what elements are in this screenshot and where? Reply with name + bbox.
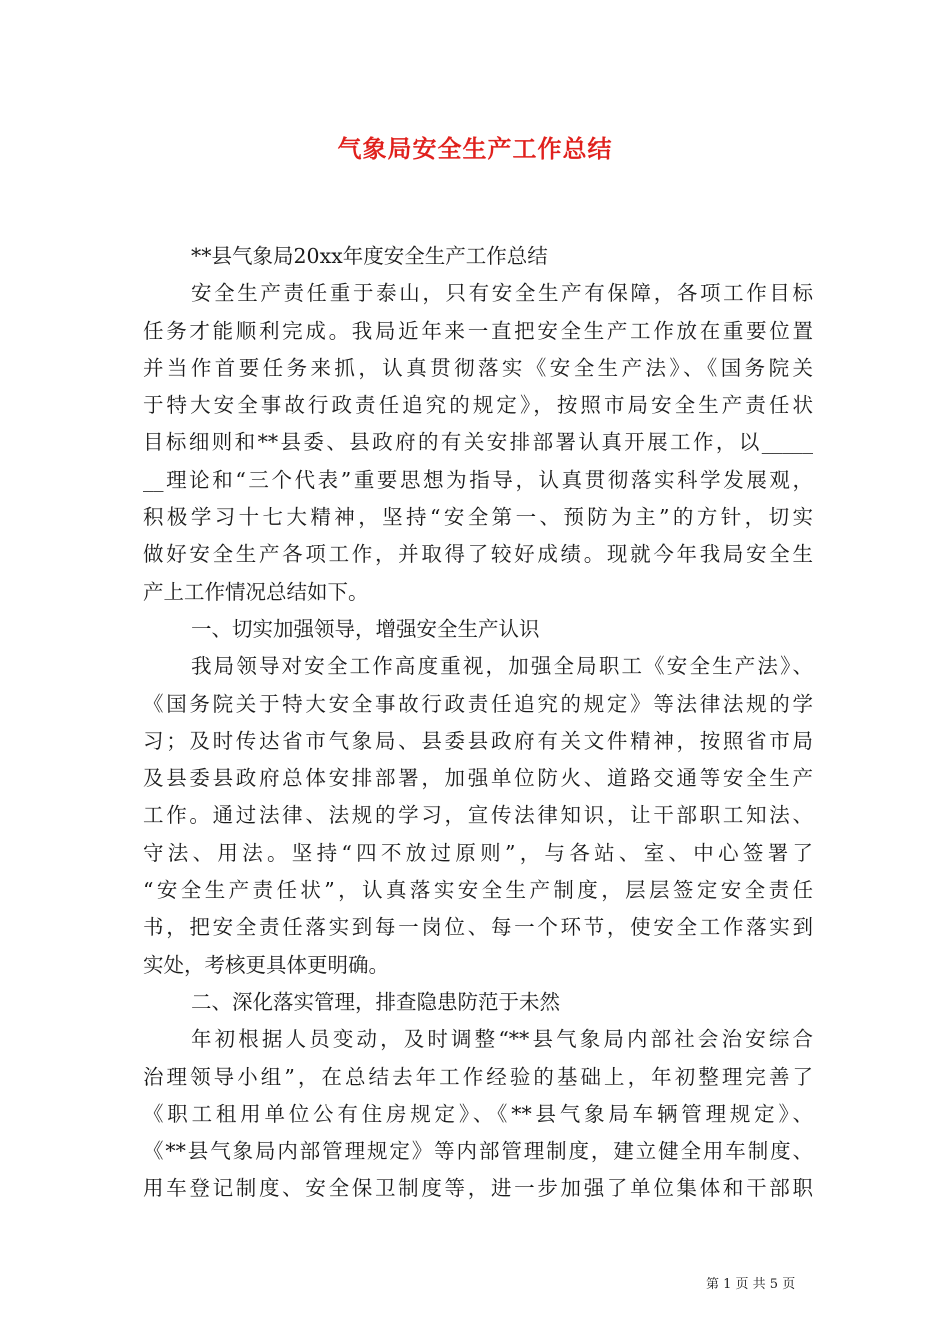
document-body xyxy=(143,238,813,1208)
body-line: 治理领导小组”，在总结去年工作经验的基础上，年初整理完善了 xyxy=(143,1064,813,1089)
body-line: 积极学习十七大精神，坚持“安全第一、预防为主”的方针，切实 xyxy=(143,505,813,530)
body-line: 工作。通过法律、法规的学习，宣传法律知识，让干部职工知法、 xyxy=(143,803,813,828)
body-line: 《**县气象局内部管理规定》等内部管理制度，建立健全用车制度、 xyxy=(143,1139,813,1164)
body-line: 实处，考核更具体更明确。 xyxy=(143,952,389,977)
body-line: 目标细则和**县委、县政府的有关安排部署认真开展工作，以_____ xyxy=(143,430,813,455)
body-line: 及县委县政府总体安排部署，加强单位防火、道路交通等安全生产 xyxy=(143,766,813,791)
body-line: 《国务院关于特大安全事故行政责任追究的规定》等法律法规的学 xyxy=(143,691,813,716)
body-line: __理论和“三个代表”重要思想为指导，认真贯彻落实科学发展观， xyxy=(143,467,813,492)
body-line: 《职工租用单位公有住房规定》、《**县气象局车辆管理规定》、 xyxy=(143,1101,813,1126)
body-line: 产上工作情况总结如下。 xyxy=(143,579,369,604)
body-line: “安全生产责任状”，认真落实安全生产制度，层层签定安全责任 xyxy=(143,878,813,903)
document-title: 气象局安全生产工作总结 xyxy=(337,134,613,163)
body-line: 用车登记制度、安全保卫制度等，进一步加强了单位集体和干部职 xyxy=(143,1176,813,1201)
body-line: 安全生产责任重于泰山，只有安全生产有保障，各项工作目标 xyxy=(191,281,813,306)
page-number-footer: 第 1 页 共 5 页 xyxy=(706,1277,796,1292)
body-line: 做好安全生产各项工作，并取得了较好成绩。现就今年我局安全生 xyxy=(143,542,813,567)
body-line: 书，把安全责任落实到每一岗位、每一个环节，使安全工作落实到 xyxy=(143,915,813,940)
body-line: 守法、用法。坚持“四不放过原则”，与各站、室、中心签署了 xyxy=(143,840,813,865)
body-line: 习；及时传达省市气象局、县委县政府有关文件精神，按照省市局 xyxy=(143,728,813,753)
body-line: 年初根据人员变动，及时调整“**县气象局内部社会治安综合 xyxy=(191,1027,813,1052)
body-line: 并当作首要任务来抓，认真贯彻落实《安全生产法》、《国务院关 xyxy=(143,355,813,380)
section-heading-1: 一、切实加强领导，增强安全生产认识 xyxy=(191,616,540,641)
body-line: 任务才能顺利完成。我局近年来一直把安全生产工作放在重要位置 xyxy=(143,318,813,343)
body-line: 我局领导对安全工作高度重视，加强全局职工《安全生产法》、 xyxy=(191,654,813,679)
subtitle-line: **县气象局20xx年度安全生产工作总结 xyxy=(191,244,548,268)
section-heading-2: 二、深化落实管理，排查隐患防范于未然 xyxy=(191,989,560,1014)
body-line: 于特大安全事故行政责任追究的规定》，按照市局安全生产责任状 xyxy=(143,393,813,418)
